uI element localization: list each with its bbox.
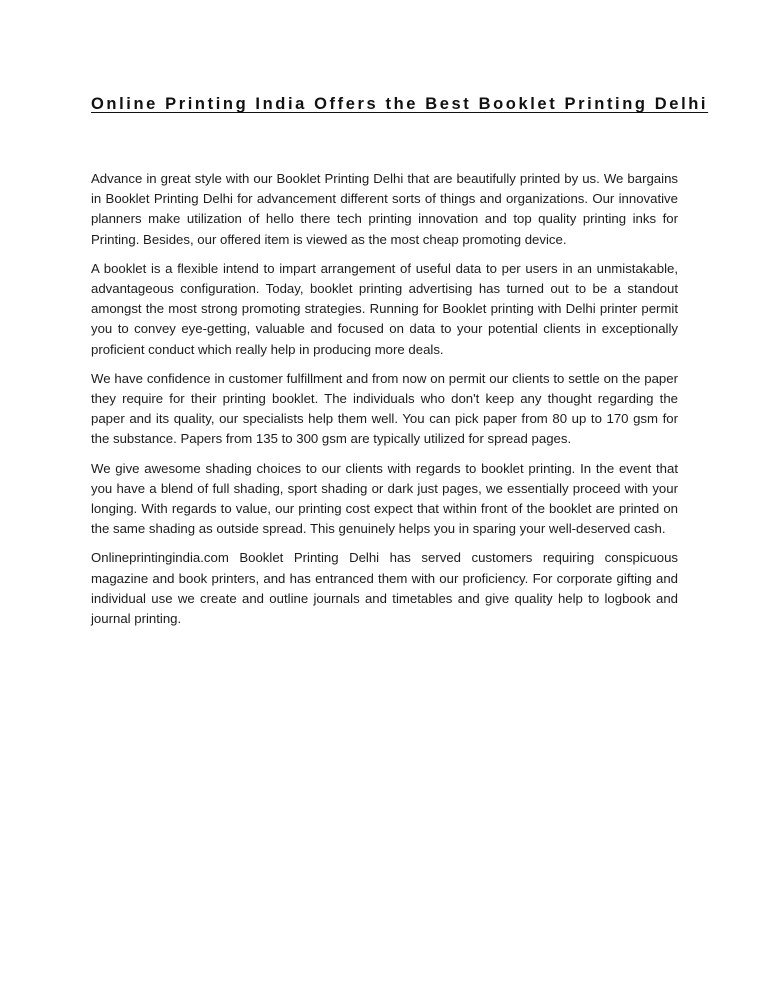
- paragraph: Onlineprintingindia.com Booklet Printing Delhi has served customers requiring conspicuous magazine and book printers, and has entranced them with our proficiency. For corporate gifting and individual use we create and outline journals and timetables and give quality help to logbook and journal printing.: [91, 550, 678, 627]
- document-body: [91, 169, 678, 629]
- paragraph: Advance in great style with our Booklet Printing Delhi that are beautifully printed by us. We bargains in Booklet Printing Delhi for advancement different sorts of things and organizations. Our innovative planners make utilization of hello there tech printing innovation and top quality printing inks for Printing. Besides, our offered item is viewed as the most cheap promoting device.: [91, 171, 678, 247]
- paragraph: We give awesome shading choices to our clients with regards to booklet printing. In the event that you have a blend of full shading, sport shading or dark just pages, we essentially proceed with your longing. With regards to value, our printing cost expect that within front of the booklet are printed on the same shading as outside spread. This genuinely helps you in sparing your well-deserved cash.: [91, 460, 678, 537]
- document-title: Online Printing India Offers the Best Booklet Printing Delhi: [91, 95, 709, 113]
- document-page: [91, 93, 709, 638]
- paragraph: A booklet is a flexible intend to impart arrangement of useful data to per users in an unmistakable, advantageous configuration. Today, booklet printing advertising has turned out to be a standout amongst the most strong promoting strategies. Running for Booklet printing with Delhi printer permit you to convey eye-getting, valuable and focused on data to your potential clients in exceptionally proficient conduct which really help in producing more deals.: [91, 260, 678, 357]
- paragraph: We have confidence in customer fulfillment and from now on permit our clients to settle on the paper they require for their printing booklet. The individuals who don't keep any thought regarding the paper and its quality, our specialists help them well. You can pick paper from 80 up to 170 gsm for the substance. Papers from 135 to 300 gsm are typically utilized for spread pages.: [91, 370, 678, 447]
